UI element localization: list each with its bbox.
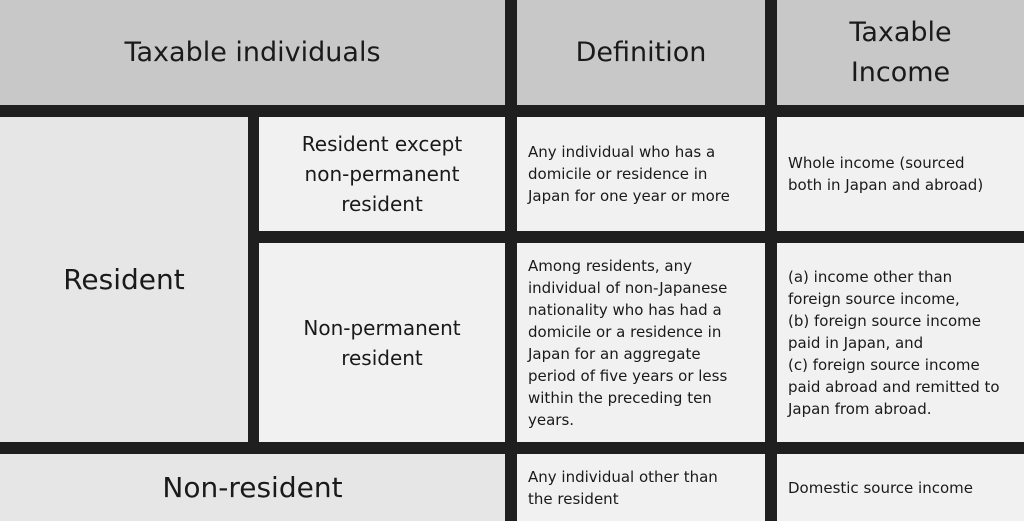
subtype-resident-except-non-permanent bbox=[259, 117, 505, 231]
header-definition bbox=[517, 0, 765, 105]
definition-line: nationality who has had a bbox=[528, 300, 722, 319]
definition-resident-except-non-permanent bbox=[517, 117, 765, 231]
income-line: (b) foreign source income bbox=[788, 311, 982, 330]
header-taxable-income-line: Taxable bbox=[849, 16, 952, 48]
header-definition-text: Definition bbox=[575, 36, 707, 68]
subtype-non-permanent-resident bbox=[259, 243, 505, 442]
definition-line: domicile or residence in bbox=[528, 165, 708, 183]
income-line: both in Japan and abroad) bbox=[788, 176, 984, 194]
header-taxable-income bbox=[777, 0, 1024, 105]
definition-line: Japan for an aggregate bbox=[528, 344, 701, 363]
non-resident-category bbox=[0, 454, 505, 521]
income-text bbox=[788, 477, 973, 499]
income-line: Domestic source income bbox=[788, 478, 973, 497]
definition-line: the resident bbox=[528, 489, 619, 508]
subtype-line: resident bbox=[341, 192, 423, 216]
definition-text bbox=[528, 141, 730, 207]
income-line: foreign source income, bbox=[788, 289, 960, 308]
income-non-resident bbox=[777, 454, 1024, 521]
definition-line: domicile or a residence in bbox=[528, 322, 722, 341]
header-taxable-individuals-text: Taxable individuals bbox=[124, 36, 381, 68]
subtype-line: Resident except bbox=[301, 132, 463, 156]
subtype-text bbox=[302, 129, 462, 219]
definition-line: Any individual other than bbox=[528, 467, 718, 486]
header-taxable-income-text bbox=[849, 13, 951, 93]
definition-non-permanent-resident bbox=[517, 243, 765, 442]
income-text bbox=[788, 152, 983, 196]
definition-line: Any individual who has a bbox=[528, 143, 716, 161]
income-line: (c) foreign source income bbox=[788, 355, 980, 374]
definition-line: individual of non-Japanese bbox=[528, 278, 728, 297]
income-line: paid in Japan, and bbox=[788, 333, 924, 352]
subtype-line: resident bbox=[341, 345, 423, 370]
resident-category bbox=[0, 117, 248, 442]
income-text bbox=[788, 266, 1000, 420]
definition-line: period of five years or less bbox=[528, 366, 728, 385]
header-taxable-individuals bbox=[0, 0, 505, 105]
income-line: paid abroad and remitted to bbox=[788, 377, 1000, 396]
income-line: Whole income (sourced bbox=[788, 154, 965, 172]
subtype-line: non-permanent bbox=[304, 162, 460, 186]
subtype-line: Non-permanent bbox=[303, 315, 461, 340]
income-line: (a) income other than bbox=[788, 267, 953, 286]
income-resident-except-non-permanent bbox=[777, 117, 1024, 231]
definition-line: within the preceding ten bbox=[528, 388, 712, 407]
definition-text bbox=[528, 255, 727, 431]
income-line: Japan from abroad. bbox=[788, 399, 932, 418]
definition-line: Among residents, any bbox=[528, 256, 692, 275]
definition-non-resident bbox=[517, 454, 765, 521]
non-resident-label: Non-resident bbox=[162, 470, 343, 504]
subtype-text bbox=[303, 313, 460, 373]
income-non-permanent-resident bbox=[777, 243, 1024, 442]
definition-line: Japan for one year or more bbox=[528, 187, 730, 205]
definition-text bbox=[528, 466, 718, 510]
header-taxable-income-line: Income bbox=[850, 56, 951, 88]
definition-line: years. bbox=[528, 410, 575, 429]
resident-label: Resident bbox=[63, 262, 185, 296]
